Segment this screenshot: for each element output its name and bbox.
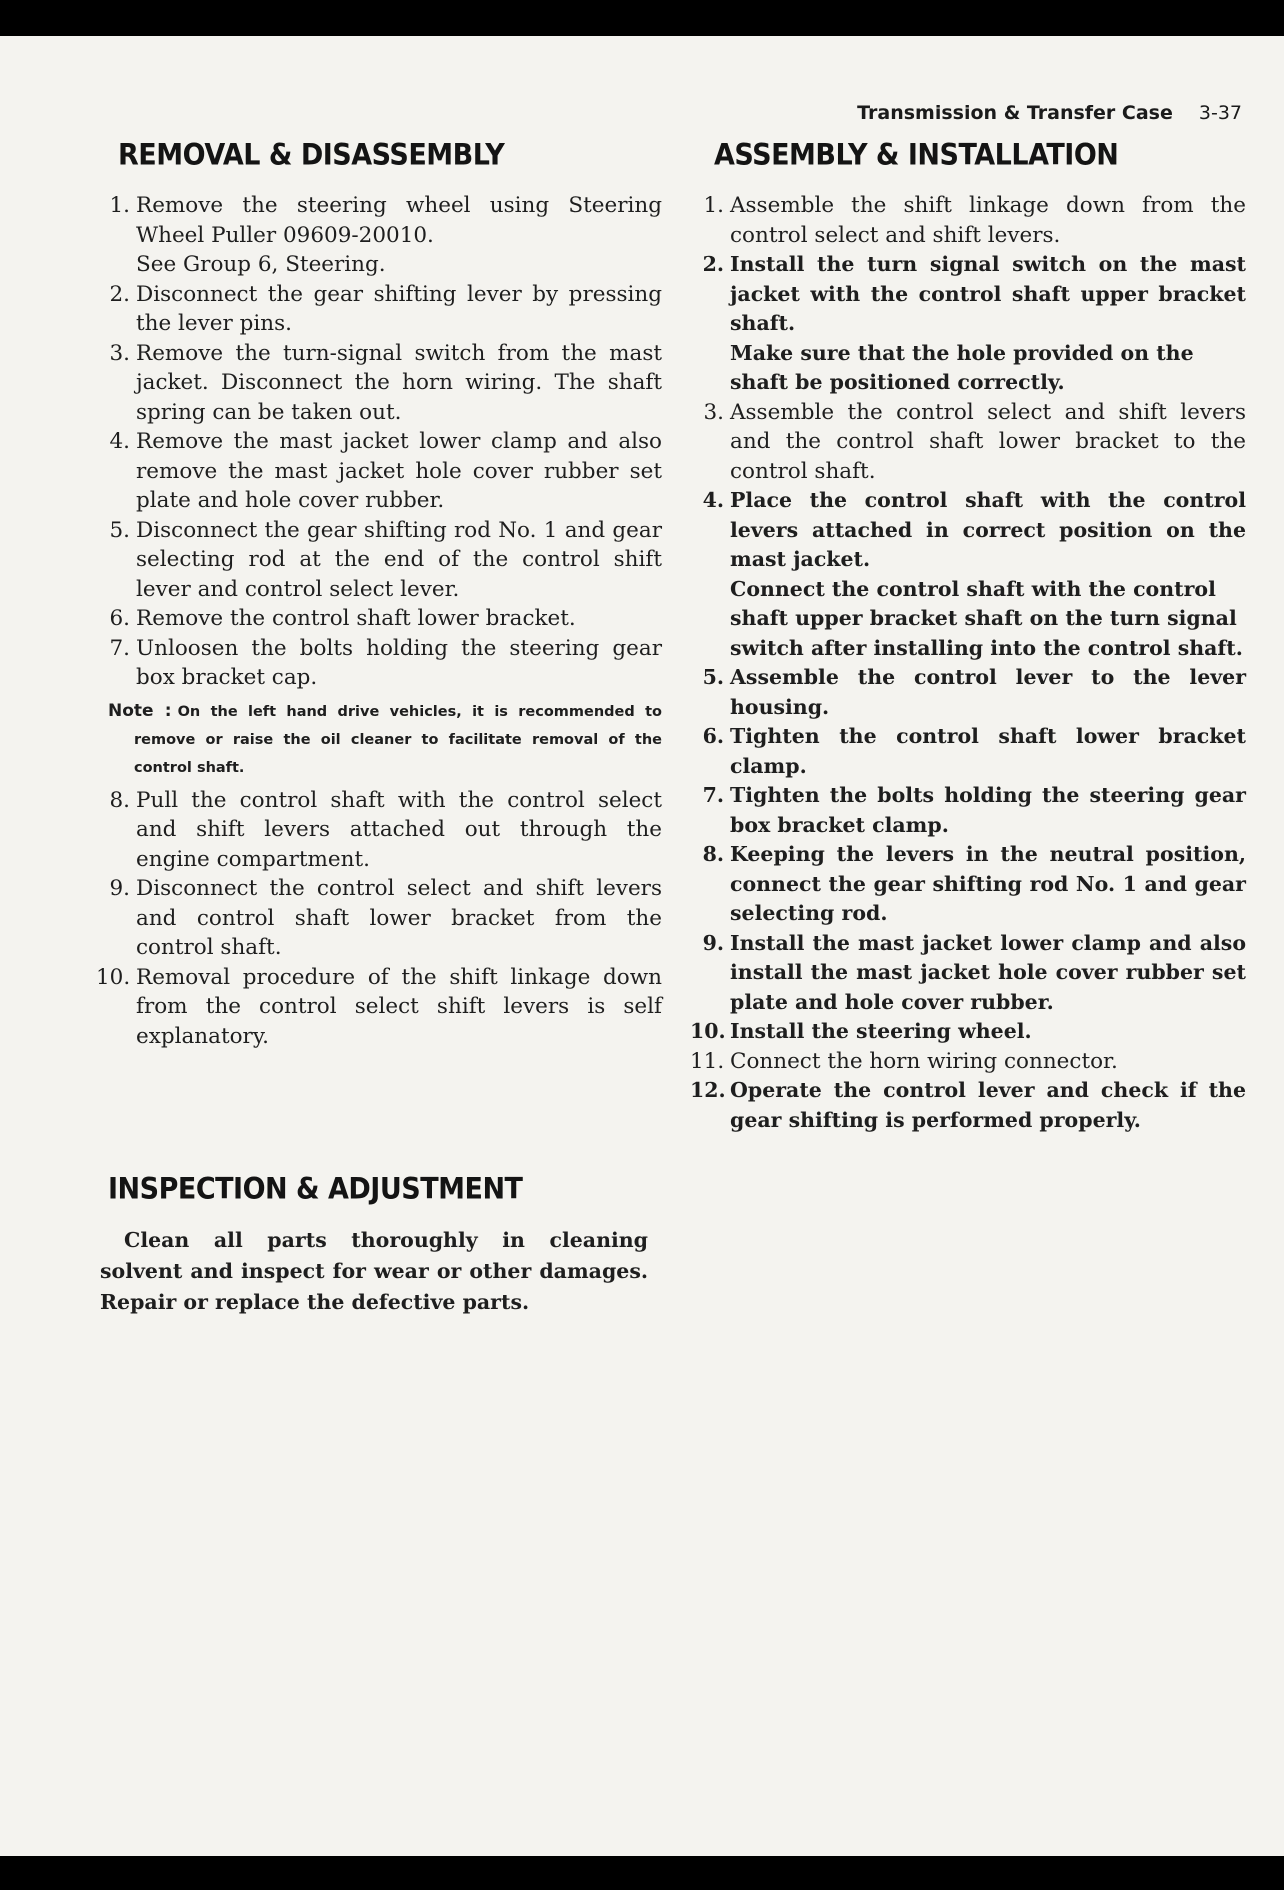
step-text: Install the steering wheel. [730,1019,1032,1043]
step-number: 1. [703,193,724,218]
step-text: Keeping the levers in the neutral position, connect the gear shifting rod No. 1 and gear selecting rod. [730,842,1246,925]
assembly-steps [690,191,1246,1135]
step-number: 2. [702,252,724,276]
step-text: Assemble the shift linkage down from the control select and shift levers. [730,193,1246,248]
removal-step [96,427,662,516]
assembly-heading: ASSEMBLY & INSTALLATION [714,138,1119,173]
step-text: Connect the horn wiring connector. [730,1048,1118,1074]
removal-steps-continued [96,786,662,1052]
step-extra: Connect the control shaft with the control shaft upper bracket shaft on the turn signal switch after installing into the control shaft. [730,576,1243,660]
step-number: 12. [690,1078,726,1102]
page-header [857,102,1242,124]
step-number: 8. [109,787,130,813]
step-extra: See Group 6, Steering. [136,252,386,277]
removal-heading: REMOVAL & DISASSEMBLY [118,138,505,173]
step-text: Remove the mast jacket lower clamp and also remove the mast jacket hole cover rubber set plate and hole cover rubber. [136,429,662,513]
assembly-step [690,191,1246,250]
inspection-text: Clean all parts thoroughly in cleaning solvent and inspect for wear or other damages. Repair or replace the defective parts. [100,1228,648,1314]
step-number: 7. [702,783,724,807]
note-text: On the left hand drive vehicles, it is recommended to remove or raise the oil cleaner to facilitate removal of the control shaft. [134,703,662,776]
removal-step [96,874,662,963]
removal-step [96,963,662,1052]
assembly-step [690,1017,1246,1047]
removal-step [96,339,662,428]
assembly-step [690,781,1246,840]
step-number: 1. [109,193,130,218]
assembly-step [690,1076,1246,1135]
step-number: 4. [702,488,724,512]
inspection-section [100,1174,648,1318]
step-text: Disconnect the gear shifting rod No. 1 and gear selecting rod at the end of the control shift lever and control select lever. [136,517,662,602]
note [108,697,662,782]
step-text: Tighten the control shaft lower bracket clamp. [730,724,1246,778]
step-number: 6. [702,724,724,748]
step-text: Install the mast jacket lower clamp and also install the mast jacket hole cover rubber set plate and hole cover rubber. [730,930,1246,1014]
step-text: Place the control shaft with the control levers attached in correct position on the mast jacket. [730,488,1246,571]
assembly-step [690,663,1246,722]
assembly-step [690,486,1246,663]
step-text: Remove the control shaft lower bracket. [136,606,576,631]
assembly-step [690,1047,1246,1077]
step-number: 2. [109,281,130,307]
step-number: 10. [96,964,131,990]
step-number: 9. [109,876,130,901]
step-number: 9. [702,930,724,955]
step-text: Install the turn signal switch on the mast jacket with the control shaft upper bracket shaft. [730,252,1246,335]
removal-step [96,280,662,339]
step-text: Disconnect the control select and shift levers and control shaft lower bracket from the control shaft. [136,876,662,960]
left-column [96,140,662,1051]
step-number: 3. [109,340,130,366]
assembly-step [690,929,1246,1018]
step-text: Assemble the control select and shift levers and the control shaft lower bracket to the control shaft. [730,399,1246,484]
step-number: 11. [690,1048,725,1074]
step-text: Assemble the control lever to the lever housing. [730,665,1246,719]
step-text: Tighten the bolts holding the steering gear box bracket clamp. [730,783,1246,837]
removal-step [96,634,662,693]
step-number: 8. [702,842,724,866]
page-number: 3-37 [1198,102,1242,124]
step-number: 6. [109,606,130,631]
step-extra: Make sure that the hole provided on the shaft be positioned correctly. [730,340,1194,394]
right-column [690,140,1246,1135]
step-number: 7. [109,635,130,661]
step-number: 5. [702,665,724,689]
step-text: Disconnect the gear shifting lever by pressing the lever pins. [136,281,662,336]
step-text: Unloosen the bolts holding the steering gear box bracket cap. [136,635,662,690]
step-number: 10. [690,1019,726,1043]
step-text: Removal procedure of the shift linkage down from the control select shift levers is self explanatory. [136,964,662,1049]
removal-steps [96,191,662,693]
manual-page [0,36,1284,1856]
step-text: Remove the turn-signal switch from the mast jacket. Disconnect the horn wiring. The shaft spring can be taken out. [136,340,662,425]
removal-step [96,191,662,280]
removal-step [96,786,662,875]
assembly-step [690,250,1246,398]
step-text: Operate the control lever and check if the gear shifting is performed properly. [730,1078,1246,1132]
inspection-heading: INSPECTION & ADJUSTMENT [108,1172,523,1207]
note-label: Note : [108,700,172,721]
assembly-step [690,840,1246,929]
section-title: Transmission & Transfer Case [857,102,1173,124]
assembly-step [690,398,1246,487]
step-number: 5. [109,517,130,543]
step-number: 3. [703,399,724,425]
step-number: 4. [109,429,130,454]
removal-step [96,516,662,605]
step-text: Remove the steering wheel using Steering Wheel Puller 09609-20010. [136,193,662,248]
step-text: Pull the control shaft with the control select and shift levers attached out through the engine compartment. [136,787,662,872]
assembly-step [690,722,1246,781]
removal-step [96,604,662,634]
